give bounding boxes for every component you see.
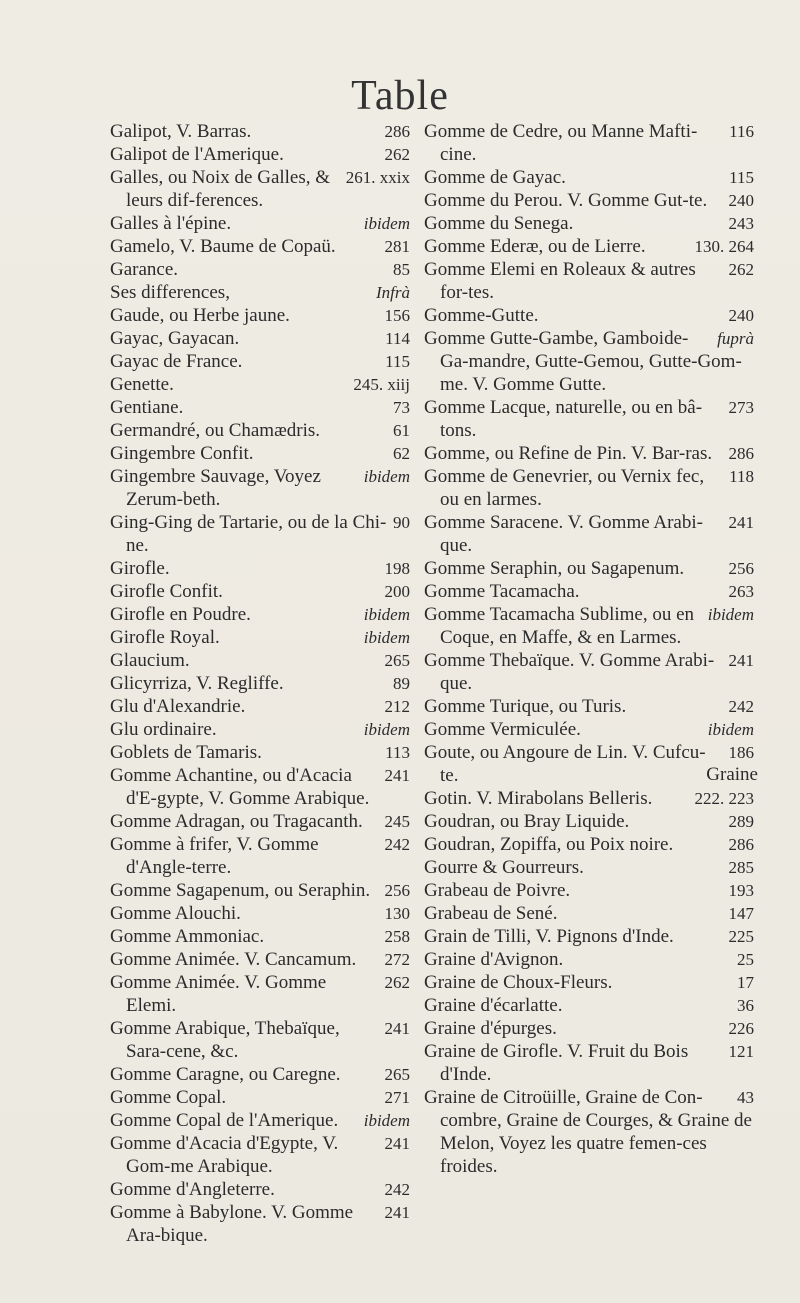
entry-text: Galipot, V. Barras. — [110, 121, 252, 142]
entry-page: ibidem — [363, 628, 410, 647]
entry-page: 17 — [737, 973, 754, 992]
index-entry — [110, 465, 410, 511]
entry-page: 121 — [728, 1042, 754, 1061]
index-entry — [110, 1178, 410, 1201]
index-entry — [424, 649, 754, 695]
index-entry — [424, 856, 754, 879]
index-entry — [424, 189, 754, 212]
index-entry — [110, 442, 410, 465]
entry-page: 115 — [385, 352, 410, 371]
entry-text: Gomme Tacamacha Sublime, ou en Coque, en Maffe, & en Larmes. — [424, 604, 695, 648]
entry-page: 222. 223 — [694, 789, 754, 808]
entry-page: 265 — [384, 1065, 410, 1084]
entry-text: Glicyrriza, V. Regliffe. — [110, 673, 284, 694]
entry-text: Gentiane. — [110, 397, 184, 418]
index-entry — [110, 1063, 410, 1086]
entry-text: Gomme Achantine, ou d'Acacia d'E-gypte, V. Gomme Arabique. — [110, 765, 370, 809]
entry-text: Glu d'Alexandrie. — [110, 696, 246, 717]
entry-page: 245. xiij — [353, 375, 410, 394]
entry-page: 113 — [385, 743, 410, 762]
index-entry — [424, 603, 754, 649]
index-entry — [424, 833, 754, 856]
entry-page: 225 — [728, 927, 754, 946]
entry-page: 89 — [393, 674, 410, 693]
entry-text: Gomme Turique, ou Turis. — [424, 696, 627, 717]
entry-text: Gomme Ederæ, ou de Lierre. — [424, 236, 646, 257]
index-entry — [110, 258, 410, 281]
index-entry — [110, 925, 410, 948]
entry-text: Gomme Adragan, ou Tragacanth. — [110, 811, 363, 832]
index-entry — [110, 212, 410, 235]
index-entry — [424, 557, 754, 580]
entry-text: Graine d'écarlatte. — [424, 995, 563, 1016]
entry-text: Gomme Animée. V. Gomme Elemi. — [110, 972, 327, 1016]
entry-text: Galipot de l'Amerique. — [110, 144, 284, 165]
entry-text: Gomme Animée. V. Cancamum. — [110, 949, 357, 970]
index-entry — [424, 994, 754, 1017]
index-entry — [424, 902, 754, 925]
entry-page: 61 — [393, 421, 410, 440]
entry-text: Gomme Sagapenum, ou Seraphin. — [110, 880, 371, 901]
entry-page: 147 — [728, 904, 754, 923]
entry-page: 241 — [384, 766, 410, 785]
catchword: Graine — [706, 764, 758, 785]
index-entry — [424, 718, 754, 741]
entry-page: ibidem — [707, 605, 754, 624]
index-entry — [110, 948, 410, 971]
entry-text: Goudran, ou Bray Liquide. — [424, 811, 630, 832]
entry-page: 243 — [728, 214, 754, 233]
entry-page: 118 — [729, 467, 754, 486]
entry-text: Girofle. — [110, 558, 170, 579]
entry-text: Glu ordinaire. — [110, 719, 217, 740]
entry-page: 62 — [393, 444, 410, 463]
entry-page: 262 — [384, 973, 410, 992]
entry-text: Graine d'épurges. — [424, 1018, 557, 1039]
entry-page: ibidem — [363, 605, 410, 624]
index-entry — [110, 557, 410, 580]
entry-text: Gomme d'Acacia d'Egypte, V. Gom-me Arabique. — [110, 1133, 339, 1177]
entry-text: Goblets de Tamaris. — [110, 742, 262, 763]
index-entry — [424, 166, 754, 189]
index-entry — [110, 1132, 410, 1178]
entry-text: Gomme du Senega. — [424, 213, 574, 234]
index-entry — [424, 1086, 754, 1178]
entry-page: 73 — [393, 398, 410, 417]
index-entry — [110, 1086, 410, 1109]
index-entry — [110, 718, 410, 741]
entry-page: 286 — [384, 122, 410, 141]
index-entry — [110, 143, 410, 166]
entry-page: 241 — [728, 513, 754, 532]
index-entry — [424, 304, 754, 327]
entry-page: 130 — [384, 904, 410, 923]
index-entry — [424, 327, 754, 396]
entry-page: 286 — [728, 444, 754, 463]
entry-page: ibidem — [363, 214, 410, 233]
index-entry — [424, 442, 754, 465]
index-entry — [110, 419, 410, 442]
index-entry — [110, 511, 410, 557]
entry-text: Ses differences, — [110, 282, 230, 303]
entry-page: 242 — [384, 1180, 410, 1199]
entry-text: Gomme d'Angleterre. — [110, 1179, 275, 1200]
entry-text: Genette. — [110, 374, 174, 395]
index-entry — [424, 695, 754, 718]
index-entry — [110, 166, 410, 212]
entry-page: Infrà — [376, 283, 410, 302]
index-entry — [424, 396, 754, 442]
entry-text: Gomme Alouchi. — [110, 903, 241, 924]
entry-text: Galles à l'épine. — [110, 213, 232, 234]
entry-text: Gaude, ou Herbe jaune. — [110, 305, 290, 326]
entry-text: Gotin. V. Mirabolans Belleris. — [424, 788, 653, 809]
index-entry — [424, 1040, 754, 1086]
index-entry — [424, 212, 754, 235]
entry-page: 281 — [384, 237, 410, 256]
entry-text: Gomme de Genevrier, ou Vernix fec, ou en larmes. — [424, 466, 705, 510]
index-entry — [110, 810, 410, 833]
entry-page: 200 — [384, 582, 410, 601]
entry-page: 261. xxix — [345, 168, 410, 187]
entry-text: Gomme Vermiculée. — [424, 719, 581, 740]
index-entry — [110, 626, 410, 649]
index-entry — [424, 1017, 754, 1040]
index-entry — [424, 787, 754, 810]
entry-text: Gourre & Gourreurs. — [424, 857, 584, 878]
index-entry — [110, 1017, 410, 1063]
entry-text: Gomme Gutte-Gambe, Gamboide-Ga-mandre, Gutte-Gemou, Gutte-Gom-me. V. Gomme Gutte. — [424, 328, 742, 395]
entry-page: 198 — [384, 559, 410, 578]
entry-page: ibidem — [707, 720, 754, 739]
index-entry — [110, 1109, 410, 1132]
index-entry — [110, 373, 410, 396]
entry-text: Gingembre Confit. — [110, 443, 254, 464]
entry-text: Ging-Ging de Tartarie, ou de la Chi-ne. — [110, 512, 387, 556]
index-entry — [424, 971, 754, 994]
entry-text: Gomme Lacque, naturelle, ou en bâ-tons. — [424, 397, 703, 441]
entry-page: 240 — [728, 306, 754, 325]
entry-text: Gomme de Cedre, ou Manne Mafti-cine. — [424, 121, 698, 165]
entry-page: 115 — [729, 168, 754, 187]
index-entry — [110, 580, 410, 603]
entry-text: Gayac de France. — [110, 351, 243, 372]
index-entry — [424, 120, 754, 166]
entry-page: 262 — [384, 145, 410, 164]
entry-text: Gomme Arabique, Thebaïque, Sara-cene, &c. — [110, 1018, 340, 1062]
entry-text: Garance. — [110, 259, 179, 280]
index-entry — [110, 120, 410, 143]
entry-text: Goute, ou Angoure de Lin. V. Cufcu-te. — [424, 742, 706, 786]
entry-page: 90 — [393, 513, 410, 532]
entry-page: 271 — [384, 1088, 410, 1107]
entry-text: Gomme à frifer, V. Gomme d'Angle-terre. — [110, 834, 319, 878]
entry-text: Gingembre Sauvage, Voyez Zerum-beth. — [110, 466, 321, 510]
index-entry — [110, 764, 410, 810]
entry-page: 242 — [384, 835, 410, 854]
entry-page: 36 — [737, 996, 754, 1015]
index-entry — [110, 327, 410, 350]
index-entry — [110, 741, 410, 764]
entry-text: Graine de Choux-Fleurs. — [424, 972, 613, 993]
page-title: Table — [351, 73, 449, 119]
right-column — [424, 120, 754, 1178]
entry-page: 193 — [728, 881, 754, 900]
entry-text: Gomme Elemi en Roleaux & autres for-tes. — [424, 259, 696, 303]
index-entry — [424, 810, 754, 833]
entry-page: 156 — [384, 306, 410, 325]
entry-text: Graine de Citroüille, Graine de Con-combre, Graine de Courges, & Graine de Melon, Voyez les quatre femen-ces froides. — [424, 1087, 752, 1177]
index-entry — [424, 511, 754, 557]
entry-page: 258 — [384, 927, 410, 946]
entry-page: 265 — [384, 651, 410, 670]
entry-page: ibidem — [363, 720, 410, 739]
index-entry — [110, 281, 410, 304]
entry-text: Gomme Caragne, ou Caregne. — [110, 1064, 341, 1085]
entry-page: 272 — [384, 950, 410, 969]
entry-text: Gayac, Gayacan. — [110, 328, 240, 349]
entry-text: Grabeau de Poivre. — [424, 880, 571, 901]
entry-page: 245 — [384, 812, 410, 831]
entry-page: 240 — [728, 191, 754, 210]
entry-text: Girofle Confit. — [110, 581, 223, 602]
entry-page: 114 — [385, 329, 410, 348]
entry-text: Girofle Royal. — [110, 627, 220, 648]
entry-text: Gomme Saracene. V. Gomme Arabi-que. — [424, 512, 703, 556]
index-entry — [110, 1201, 410, 1247]
entry-page: ibidem — [363, 1111, 410, 1130]
entry-text: Goudran, Zopiffa, ou Poix noire. — [424, 834, 674, 855]
entry-page: fuprà — [717, 329, 754, 348]
entry-text: Germandré, ou Chamædris. — [110, 420, 321, 441]
index-entry — [110, 603, 410, 626]
index-entry — [110, 396, 410, 419]
entry-page: 241 — [384, 1134, 410, 1153]
entry-text: Grabeau de Sené. — [424, 903, 558, 924]
entry-text: Grain de Tilli, V. Pignons d'Inde. — [424, 926, 674, 947]
index-entry — [110, 672, 410, 695]
entry-page: 241 — [728, 651, 754, 670]
index-entry — [424, 258, 754, 304]
index-entry — [110, 695, 410, 718]
index-entry — [424, 948, 754, 971]
entry-text: Gomme Ammoniac. — [110, 926, 265, 947]
index-entry — [110, 971, 410, 1017]
entry-page: 256 — [728, 559, 754, 578]
entry-text: Galles, ou Noix de Galles, & leurs dif-ferences. — [110, 167, 331, 211]
entry-text: Gamelo, V. Baume de Copaü. — [110, 236, 336, 257]
entry-page: 285 — [728, 858, 754, 877]
entry-page: 242 — [728, 697, 754, 716]
entry-text: Gomme du Perou. V. Gomme Gut-te. — [424, 190, 708, 211]
index-entry — [424, 580, 754, 603]
entry-page: 273 — [728, 398, 754, 417]
entry-text: Glaucium. — [110, 650, 190, 671]
index-entry — [424, 879, 754, 902]
index-entry — [110, 350, 410, 373]
entry-text: Gomme Seraphin, ou Sagapenum. — [424, 558, 685, 579]
index-entry — [110, 304, 410, 327]
entry-page: 262 — [728, 260, 754, 279]
entry-page: 212 — [384, 697, 410, 716]
index-entry — [110, 833, 410, 879]
entry-page: 116 — [729, 122, 754, 141]
index-entry — [424, 925, 754, 948]
entry-page: 226 — [728, 1019, 754, 1038]
entry-page: 286 — [728, 835, 754, 854]
index-entry — [110, 649, 410, 672]
entry-text: Gomme Copal. — [110, 1087, 227, 1108]
entry-page: 289 — [728, 812, 754, 831]
entry-page: 25 — [737, 950, 754, 969]
entry-page: 130. 264 — [694, 237, 754, 256]
index-entry — [424, 465, 754, 511]
left-column — [110, 120, 410, 1247]
entry-page: ibidem — [363, 467, 410, 486]
entry-text: Gomme-Gutte. — [424, 305, 539, 326]
index-entry — [110, 879, 410, 902]
entry-text: Gomme Copal de l'Amerique. — [110, 1110, 339, 1131]
entry-text: Gomme Tacamacha. — [424, 581, 580, 602]
entry-page: 186 — [728, 743, 754, 762]
entry-page: 241 — [384, 1019, 410, 1038]
entry-text: Gomme à Babylone. V. Gomme Ara-bique. — [110, 1202, 354, 1246]
entry-page: 263 — [728, 582, 754, 601]
entry-text: Gomme Thebaïque. V. Gomme Arabi-que. — [424, 650, 715, 694]
index-entry — [424, 741, 754, 787]
index-entry — [110, 902, 410, 925]
entry-text: Gomme de Gayac. — [424, 167, 566, 188]
entry-page: 43 — [737, 1088, 754, 1107]
index-entry — [424, 235, 754, 258]
entry-page: 241 — [384, 1203, 410, 1222]
index-entry — [110, 235, 410, 258]
entry-text: Graine de Girofle. V. Fruit du Bois d'Inde. — [424, 1041, 689, 1085]
entry-text: Girofle en Poudre. — [110, 604, 251, 625]
entry-text: Graine d'Avignon. — [424, 949, 564, 970]
entry-page: 256 — [384, 881, 410, 900]
entry-page: 85 — [393, 260, 410, 279]
entry-text: Gomme, ou Refine de Pin. V. Bar-ras. — [424, 443, 713, 464]
